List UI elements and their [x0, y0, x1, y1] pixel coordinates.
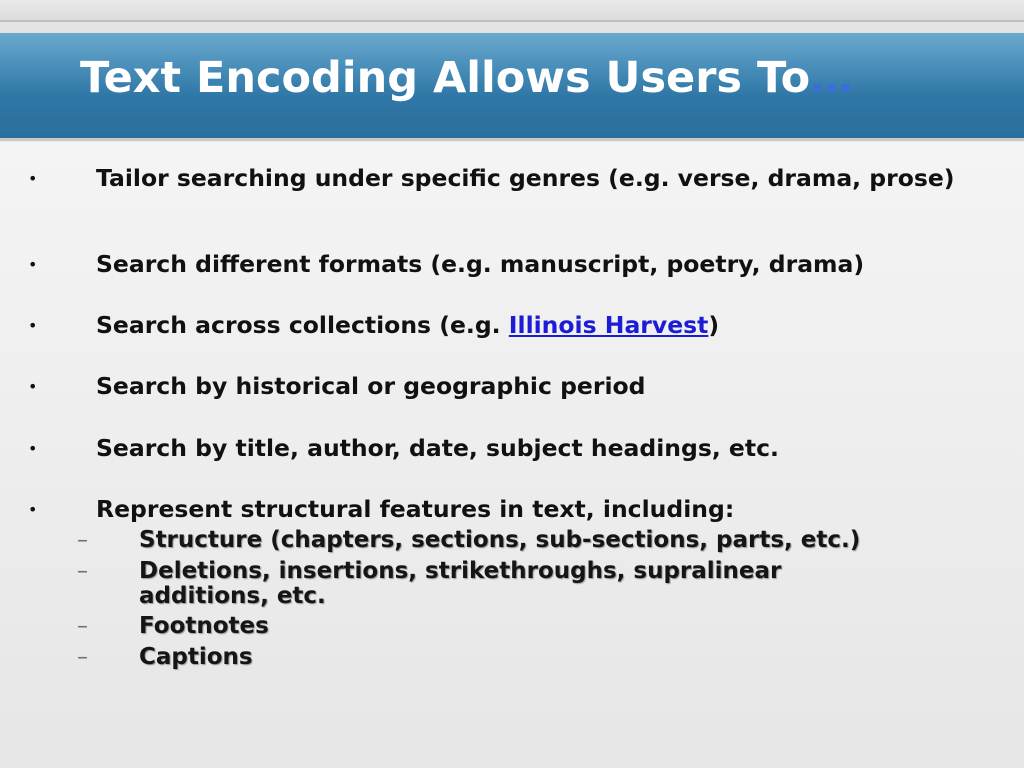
bullet-text: Search by historical or geographic period: [96, 372, 646, 400]
sub-bullet-text: Footnotes: [139, 613, 269, 639]
sub-bullet-text: Deletions, insertions, strikethroughs, supralinear additions, etc.: [139, 558, 782, 609]
sub-bullet-text: Structure (chapters, sections, sub-sections, parts, etc.): [139, 527, 861, 553]
bullet-marker: •: [28, 255, 38, 274]
sub-bullet-marker: –: [77, 645, 88, 670]
bullet-text-before-link: Search across collections (e.g.: [96, 311, 509, 339]
bullet-text: Represent structural features in text, including:: [96, 495, 735, 523]
sub-bullet-marker: –: [77, 528, 88, 553]
sub-bullet-marker: –: [77, 559, 88, 584]
sub-bullet-text: Captions: [139, 644, 253, 670]
bullet-marker: •: [28, 377, 38, 396]
title-ellipsis: …: [810, 53, 854, 103]
bullet-marker: •: [28, 316, 38, 335]
sub-bullet-marker: –: [77, 614, 88, 639]
illinois-harvest-link[interactable]: Illinois Harvest: [508, 311, 709, 339]
bullet-text: Search different formats (e.g. manuscript, poetry, drama): [96, 250, 865, 278]
bullet-text: Search by title, author, date, subject headings, etc.: [96, 434, 779, 462]
slide-title-text: Text Encoding Allows Users To: [80, 53, 811, 103]
bullet-text: [96, 313, 976, 338]
bullet-text: Tailor searching under specific genres (e.g. verse, drama, prose): [96, 164, 955, 192]
bullet-marker: •: [28, 439, 38, 458]
bullet-marker: •: [28, 169, 38, 188]
bullet-marker: •: [28, 500, 38, 519]
bullet-text-after-link: ): [708, 311, 720, 339]
